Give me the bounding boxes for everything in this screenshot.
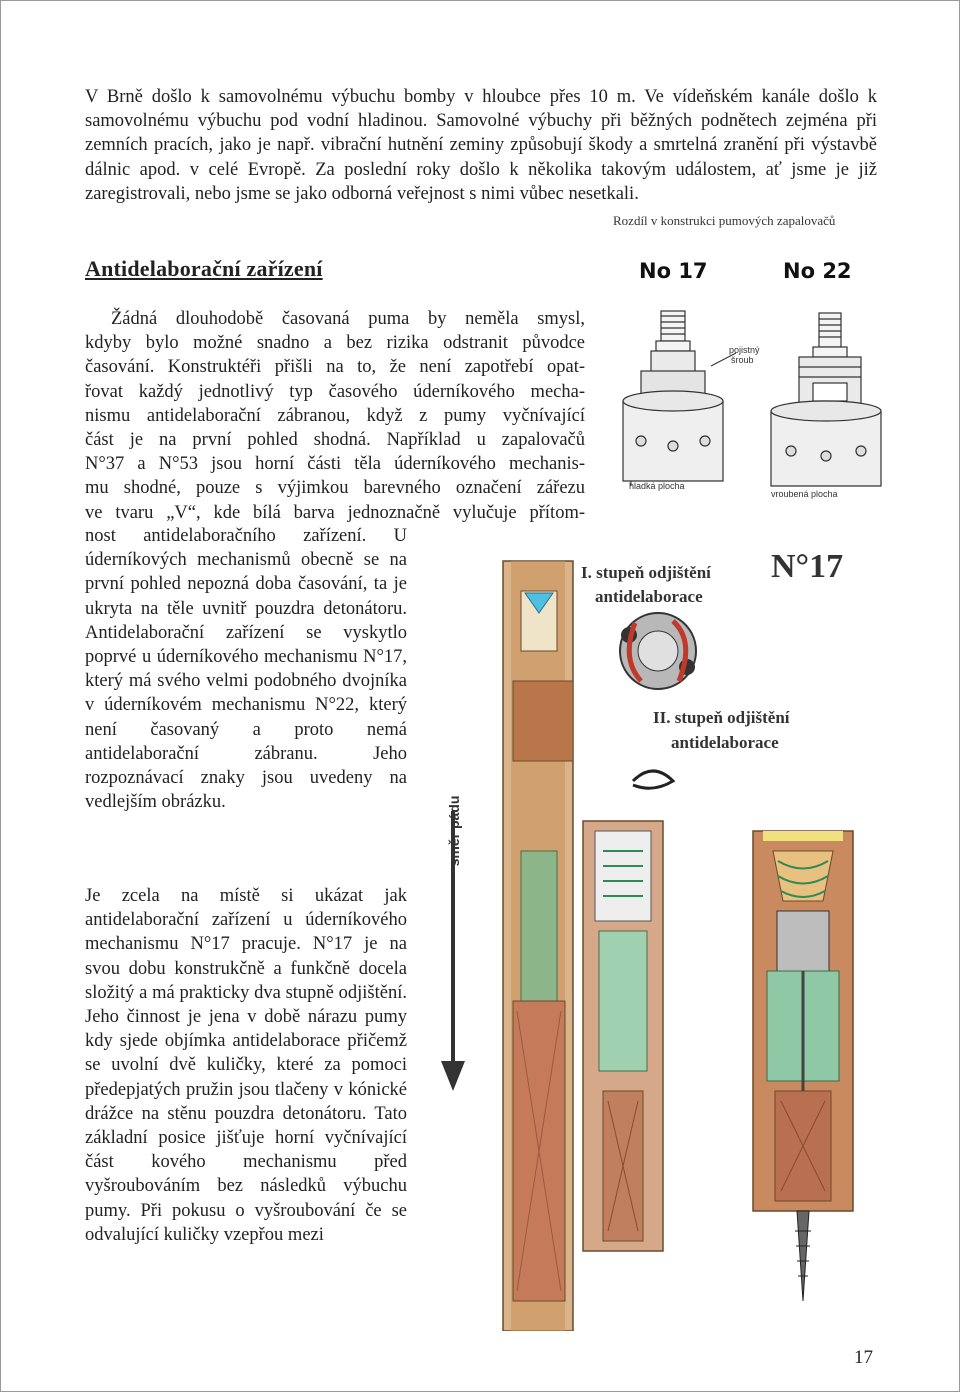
para1-line: N°37 a N°53 jsou horní části těla úderníkového mechanis- [85, 454, 585, 475]
paragraph-1-wide [85, 307, 585, 525]
label-no17: No 17 [639, 259, 708, 283]
label-n17-big: N°17 [771, 548, 844, 585]
label-no22: No 22 [783, 259, 852, 283]
para1-line: ve tvaru „V“, kde bílá barva jednoznačně vylučuje přítom- [85, 502, 585, 523]
label-vroubena-plocha: vroubená plocha [771, 489, 838, 499]
fuze-no17-drawing [623, 311, 723, 481]
ball-mechanism-detail [620, 613, 696, 689]
paragraph-1-narrow: nost antidelaboračního zařízení. U úderníkových mechanismů obecně se na první pohled nepozná doba časování, ta je ukryta na těle uvnitř pouzdra detonátoru. Antidelaborační zařízení se vyskytlo poprvé u úderníkového mechanismu N°17, který má svého velmi podobného dvojníka v úderníkovém mechanismu N°22, který není časovaný a proto nemá antidelaborační zábranu. Jeho rozpoznávací znaky jsou uvedeny na vedlejším obrázku. [85, 526, 407, 813]
para1-line: časování. Konstruktéři přišli na to, že není zapotřebí opat- [85, 357, 585, 378]
label-pojistny: pojistný [729, 345, 760, 355]
para1-line: část je na první pohled shodná. Například u zapalovačů [85, 430, 585, 451]
label-smer-padu: směr pádu [446, 795, 462, 867]
page-number: 17 [854, 1347, 873, 1368]
rotation-arrow-icon [633, 771, 673, 788]
label-stage2-line2: antidelaborace [671, 733, 779, 752]
figure-caption: Rozdíl v konstrukci pumových zapalovačů [613, 213, 836, 228]
para1-line: Žádná dlouhodobě časovaná puma by neměla smysl, [111, 309, 585, 329]
label-stage1-line2: antidelaborace [595, 587, 703, 606]
fuze-no22-drawing [771, 313, 881, 486]
label-stage2-line1: II. stupeň odjištění [653, 708, 790, 727]
label-hladka-plocha: hladká plocha [629, 481, 685, 491]
label-sroub: šroub [731, 355, 754, 365]
para1-line: kdyby bylo možné snadno a bez rizika odstranit původce [85, 333, 585, 354]
intro-paragraph: V Brně došlo k samovolnému výbuchu bomby v hloubce přes 10 m. Ve vídeňském kanále došlo k samovolnému výbuchu pod vodní hladinou. Samovolné výbuchy při běžných podnětech zejména při zemních pracích, jako je např. vibrační hutnění zeminy způsobují škody a smrtelná zranění při výstavbě dálnic apod. v celé Evropě. Za poslední roky došlo k několika takovým událostem, ať jsme je již zaregistrovali, nebo jsme se jako odborná veřejnost s nimi vůbec nesetkali. [85, 87, 877, 204]
fuze-cross-section-illustration [433, 531, 881, 1331]
section-heading: Antidelaborační zařízení [85, 256, 323, 281]
section-stage1 [503, 561, 573, 1331]
para1-line: nismu antidelaborační zábranou, když z pumy vyčnívající [85, 405, 585, 426]
fuze-comparison-illustration [601, 291, 891, 506]
para1-line: řovat každý jednotlivý typ časového úderníkového mecha- [85, 381, 585, 402]
section-detail [753, 831, 853, 1301]
section-stage2 [583, 821, 663, 1251]
paragraph-2: Je zcela na místě si ukázat jak antidelaborační zařízení u úderníkového mechanismu N°17 pracuje. N°17 je na svou dobu konstrukčně a funkčně docela složitý a má prakticky dva stupně odjištění. Jeho činnost je jena v době nárazu pumy kdy sjede objímka antidelaborace přičemž se uvolní dvě kuličky, které za pomoci předepjatých pružin jsou tlačeny v kónické drážce na stěnu pouzdra detonátoru. Tato základní posice jišťuje horní vyčnívající část kového mechanismu před vyšroubováním bez následků výbuchu pumy. Při pokusu o vyšroubování če se odvalující kuličky vzepřou mezi [85, 886, 407, 1245]
para1-line: mu shodné, pouze s výjimkou barevného označení zářezu [85, 478, 585, 499]
label-stage1-line1: I. stupeň odjištění [581, 563, 711, 582]
